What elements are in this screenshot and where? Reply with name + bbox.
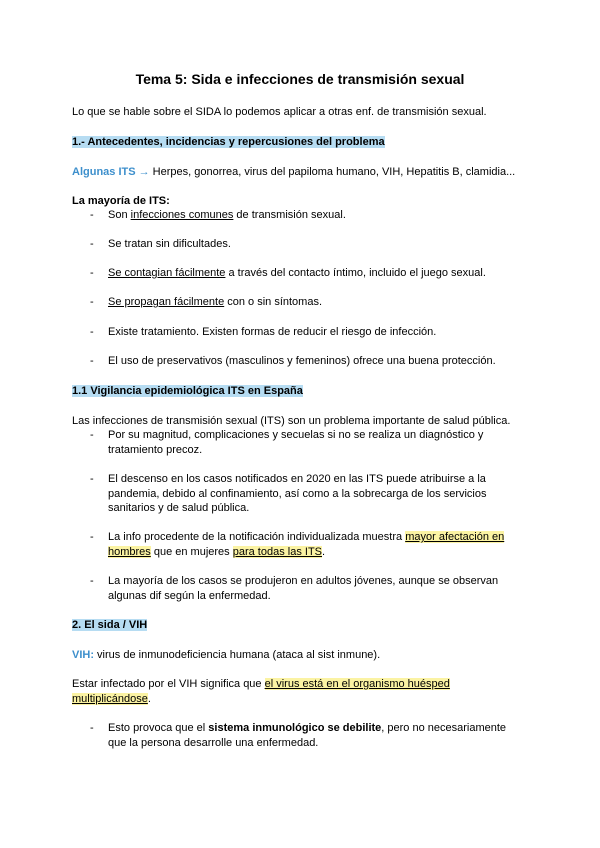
bullet-dash: - [90, 326, 94, 338]
list-item-line: La mayoría de los casos se produjeron en adultos jóvenes, aunque se observan [108, 575, 499, 587]
list-item: El uso de preservativos (masculinos y femeninos) ofrece una buena protección. [108, 355, 496, 367]
list-item-line: pandemia, debido al confinamiento, así como a la sobrecarga de los servicios [108, 488, 487, 500]
algunas-its-line: Algunas ITS → Herpes, gonorrea, virus del papiloma humano, VIH, Hepatitis B, clamidia... [72, 166, 516, 178]
list-item-line: hombres que en mujeres para todas las ITS. [108, 546, 326, 558]
intro-paragraph: Lo que se hable sobre el SIDA lo podemos aplicar a otras enf. de transmisión sexual. [72, 106, 487, 118]
section-1-1-heading: 1.1 Vigilancia epidemiológica ITS en España [72, 385, 303, 397]
page-title: Tema 5: Sida e infecciones de transmisión sexual [135, 71, 465, 87]
section-1-1-intro: Las infecciones de transmisión sexual (ITS) son un problema importante de salud pública. [72, 415, 511, 427]
mayoria-heading: La mayoría de ITS: [72, 195, 170, 207]
section-2-heading: 2. El sida / VIH [72, 619, 148, 631]
list-item: Se propagan fácilmente con o sin síntomas. [108, 296, 323, 308]
list-item: Existe tratamiento. Existen formas de reducir el riesgo de infección. [108, 326, 437, 338]
list-item: Son infecciones comunes de transmisión sexual. [108, 209, 346, 221]
list-item-line: La info procedente de la notificación individualizada muestra mayor afectación en [108, 531, 505, 543]
bullet-dash: - [90, 429, 94, 441]
vih-definition: VIH: virus de inmunodeficiencia humana (ataca al sist inmune). [72, 649, 381, 661]
bullet-dash: - [90, 296, 94, 308]
bullet-dash: - [90, 355, 94, 367]
bullet-dash: - [90, 575, 94, 587]
list-item-line: sanitarios y de salud pública. [108, 502, 250, 514]
bullet-dash: - [90, 209, 94, 221]
list-item: Se tratan sin dificultades. [108, 238, 231, 250]
vih-label: VIH: [72, 649, 94, 661]
bullet-dash: - [90, 238, 94, 250]
list-item: Se contagian fácilmente a través del contacto íntimo, incluido el juego sexual. [108, 267, 486, 279]
list-item-line: El descenso en los casos notificados en 2020 en las ITS puede atribuirse a la [108, 473, 486, 485]
list-item-line: tratamiento precoz. [108, 444, 203, 456]
estar-infectado-line: multiplicándose. [72, 693, 151, 705]
section-1-heading: 1.- Antecedentes, incidencias y repercusiones del problema [72, 136, 385, 148]
list-item-line: que la persona desarrolle una enfermedad. [108, 737, 319, 749]
list-item-line: algunas dif según la enfermedad. [108, 590, 271, 602]
list-item-line: Por su magnitud, complicaciones y secuelas si no se realiza un diagnóstico y [108, 429, 484, 441]
bullet-dash: - [90, 531, 94, 543]
bullet-dash: - [90, 722, 94, 734]
bullet-dash: - [90, 473, 94, 485]
list-item-line: Esto provoca que el sistema inmunológico se debilite, pero no necesariamente [108, 722, 507, 734]
algunas-its-label: Algunas ITS → [72, 166, 150, 178]
bullet-dash: - [90, 267, 94, 279]
estar-infectado-line: Estar infectado por el VIH significa que el virus está en el organismo huésped [72, 678, 450, 690]
